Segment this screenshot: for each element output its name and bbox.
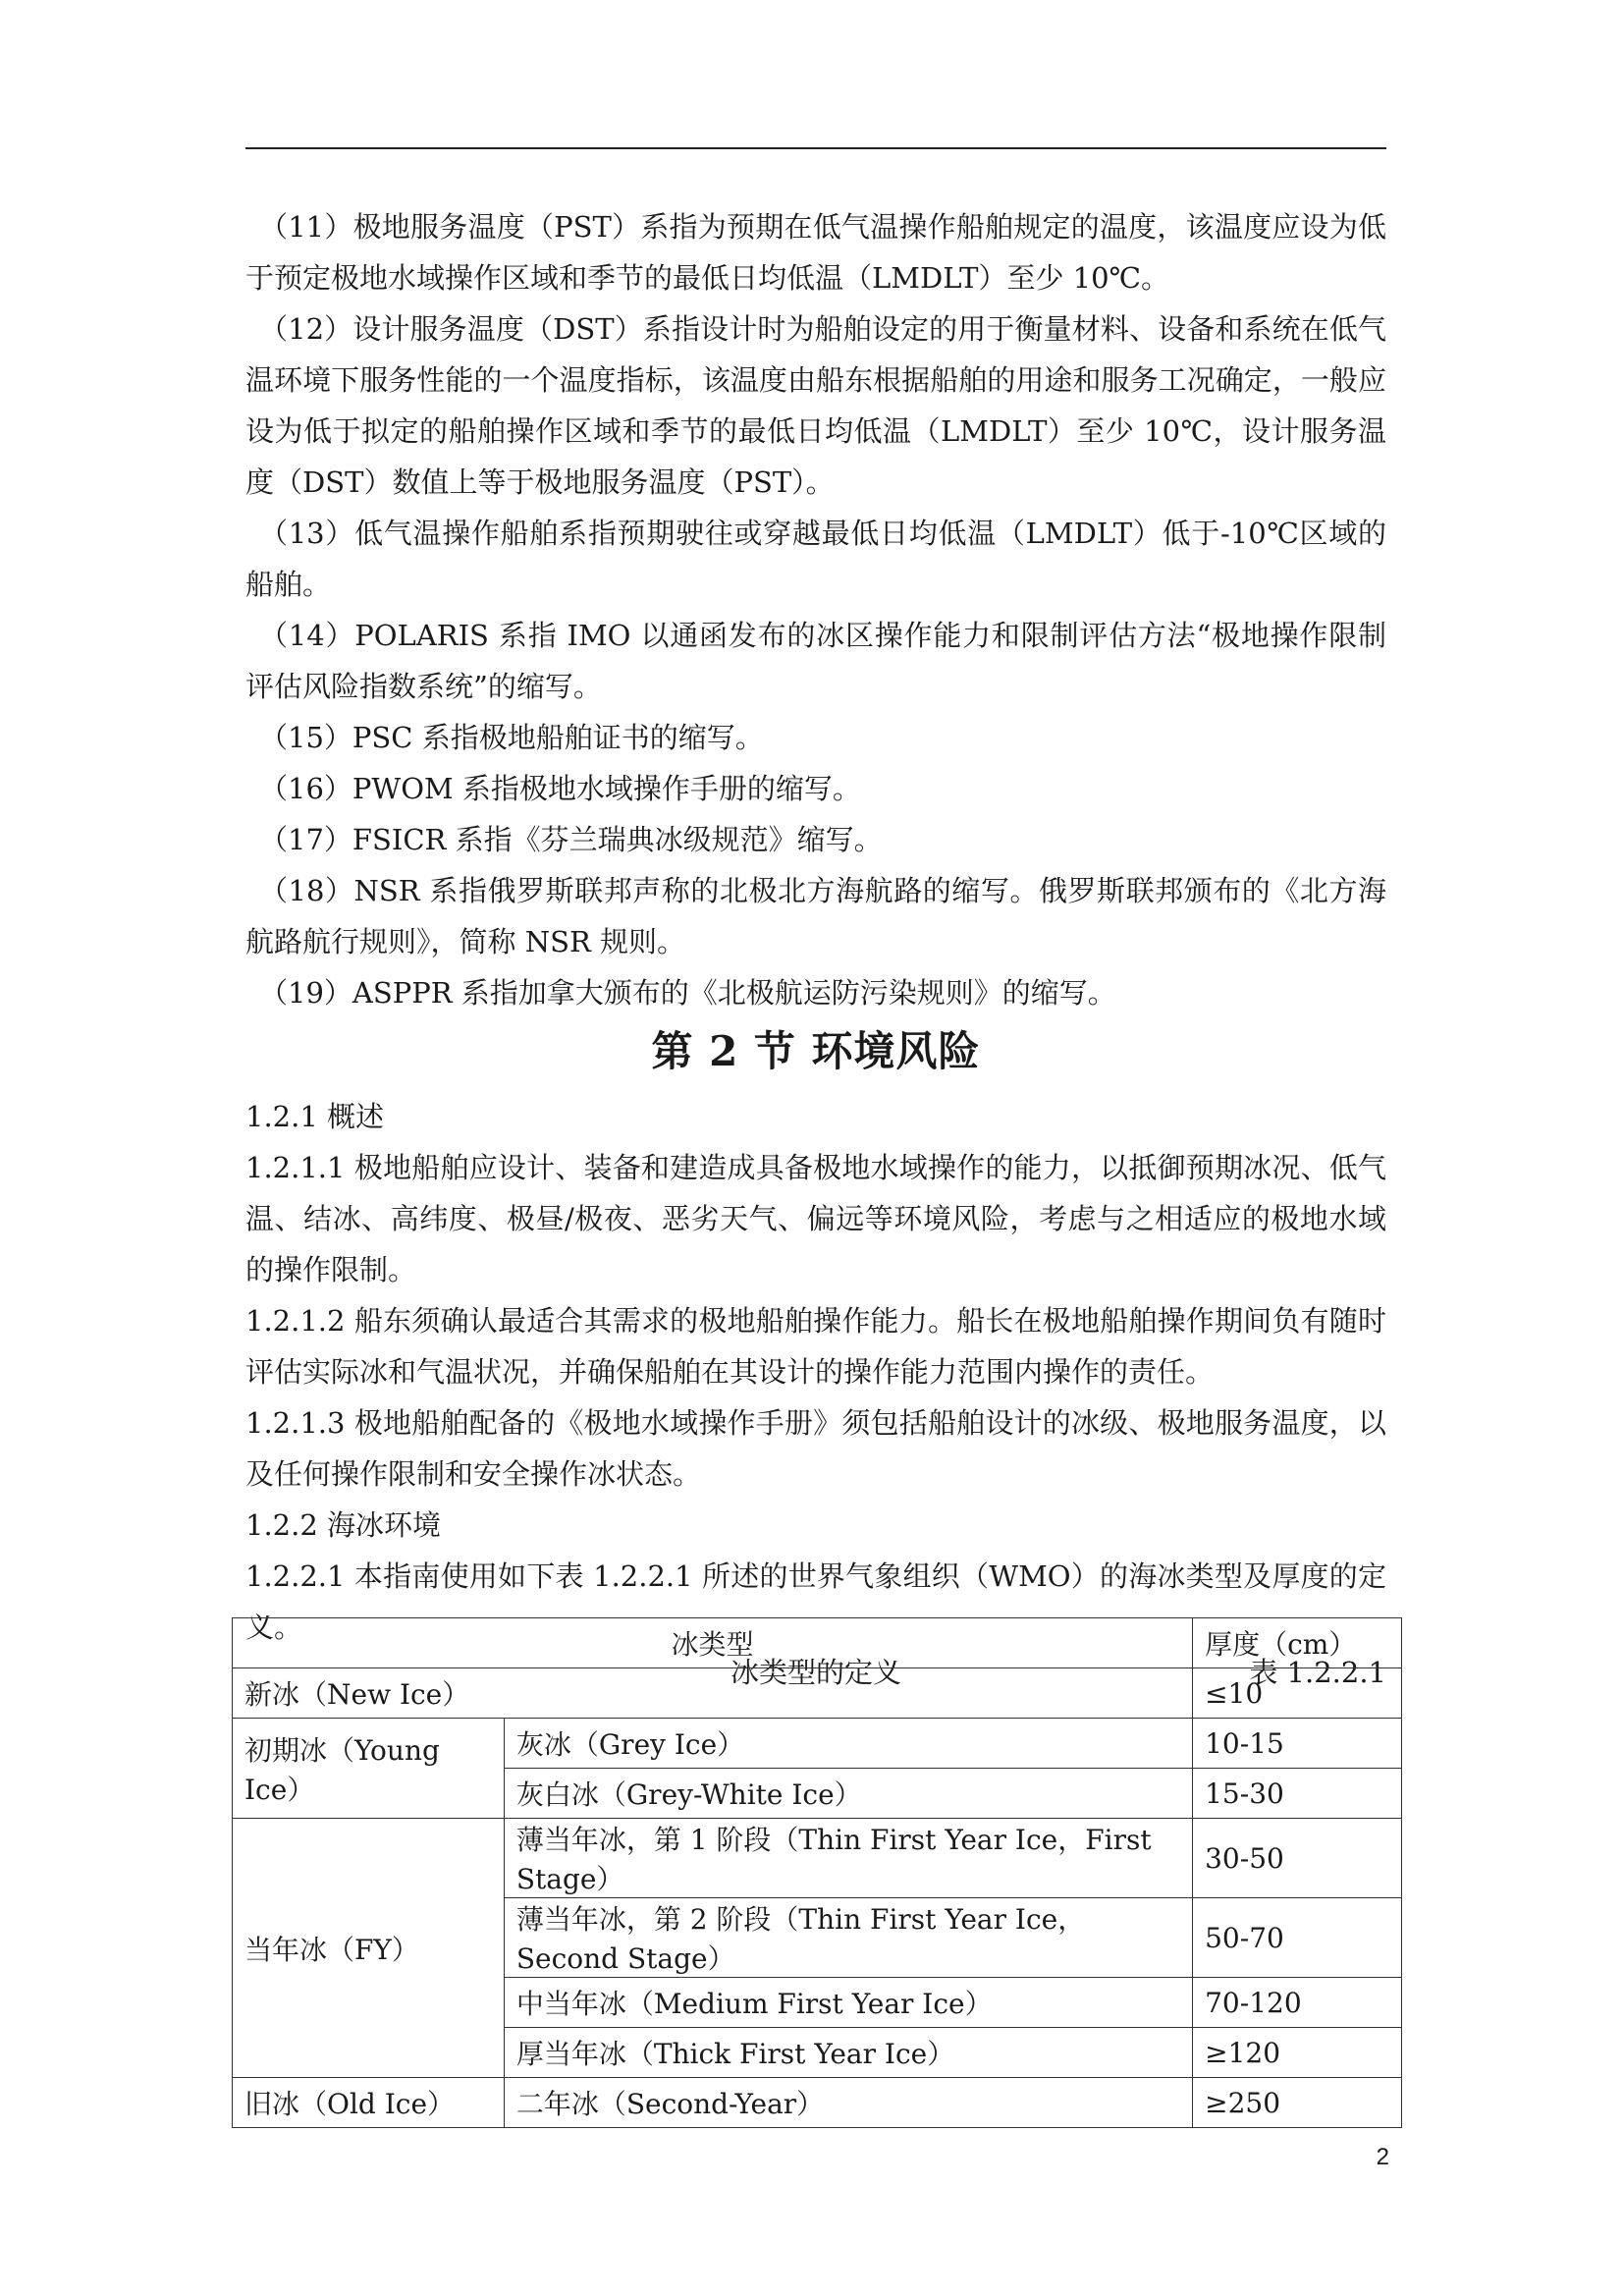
definition-14: （14）POLARIS 系指 IMO 以通函发布的冰区操作能力和限制评估方法“极地操作限制评估风险指数系统”的缩写。 bbox=[245, 619, 1386, 703]
ice-type-table bbox=[232, 1617, 1402, 2128]
cell-thickness: ≥250 bbox=[1193, 2078, 1402, 2128]
cell-type: 新冰（New Ice） bbox=[233, 1668, 1193, 1719]
definition-12: （12）设计服务温度（DST）系指设计时为船舶设定的用于衡量材料、设备和系统在低气温环境下服务性能的一个温度指标，该温度由船东根据船舶的用途和服务工况确定，一般应设为低于拟定的船舶操作区域和季节的最低日均低温（LMDLT）至少 10℃，设计服务温度（DST）数值上等于极地服务温度（PST）。 bbox=[245, 312, 1386, 499]
cell-group: 旧冰（Old Ice） bbox=[233, 2078, 505, 2128]
table-row bbox=[233, 2078, 1402, 2128]
header-rule bbox=[245, 147, 1386, 149]
cell-thickness: ≤10 bbox=[1193, 1668, 1402, 1719]
cell-thickness: 15-30 bbox=[1193, 1769, 1402, 1819]
heading-1-2-2: 1.2.2 海冰环境 bbox=[245, 1508, 442, 1542]
table-row bbox=[233, 1668, 1402, 1719]
cell-thickness: 50-70 bbox=[1193, 1898, 1402, 1978]
definition-16: （16）PWOM 系指极地水域操作手册的缩写。 bbox=[259, 772, 861, 805]
cell-group: 初期冰（Young Ice） bbox=[233, 1719, 505, 1819]
definition-19: （19）ASPPR 系指加拿大颁布的《北极航运防污染规则》的缩写。 bbox=[259, 976, 1116, 1010]
heading-1-2-1: 1.2.1 概述 bbox=[245, 1100, 385, 1133]
table-row bbox=[233, 1819, 1402, 1898]
cell-type: 中当年冰（Medium First Year Ice） bbox=[504, 1978, 1192, 2028]
table-number: 表 1.2.2.1 bbox=[1249, 1656, 1386, 1689]
clause-1-2-1-2: 1.2.1.2 船东须确认最适合其需求的极地船舶操作能力。船长在极地船舶操作期间负有随时评估实际冰和气温状况，并确保船舶在其设计的操作能力范围内操作的责任。 bbox=[245, 1304, 1386, 1389]
cell-thickness: 70-120 bbox=[1193, 1978, 1402, 2028]
definition-18: （18）NSR 系指俄罗斯联邦声称的北极北方海航路的缩写。俄罗斯联邦颁布的《北方海航路航行规则》，简称 NSR 规则。 bbox=[245, 874, 1386, 958]
cell-type: 二年冰（Second-Year） bbox=[504, 2078, 1192, 2128]
clause-1-2-2-1: 1.2.2.1 本指南使用如下表 1.2.2.1 所述的世界气象组织（WMO）的海冰类型及厚度的定义。 bbox=[245, 1559, 1386, 1644]
cell-thickness: 10-15 bbox=[1193, 1719, 1402, 1769]
definition-11: （11）极地服务温度（PST）系指为预期在低气温操作船舶规定的温度，该温度应设为低于预定极地水域操作区域和季节的最低日均低温（LMDLT）至少 10℃。 bbox=[245, 210, 1386, 295]
section-title: 第 2 节 环境风险 bbox=[651, 1027, 981, 1075]
cell-thickness: ≥120 bbox=[1193, 2028, 1402, 2078]
clause-1-2-1-3: 1.2.1.3 极地船舶配备的《极地水域操作手册》须包括船舶设计的冰级、极地服务温度，以及任何操作限制和安全操作冰状态。 bbox=[245, 1406, 1386, 1491]
cell-group: 当年冰（FY） bbox=[233, 1819, 505, 2078]
table-caption-title: 冰类型的定义 bbox=[730, 1656, 901, 1689]
page-number: 2 bbox=[1376, 2144, 1389, 2170]
definition-17: （17）FSICR 系指《芬兰瑞典冰级规范》缩写。 bbox=[259, 823, 883, 856]
definition-13: （13）低气温操作船舶系指预期驶往或穿越最低日均低温（LMDLT）低于-10℃区域的船舶。 bbox=[245, 517, 1386, 601]
cell-type: 灰白冰（Grey-White Ice） bbox=[504, 1769, 1192, 1819]
cell-type: 薄当年冰，第 2 阶段（Thin First Year Ice，Second Stage） bbox=[504, 1898, 1192, 1978]
cell-type: 薄当年冰，第 1 阶段（Thin First Year Ice，First Stage） bbox=[504, 1819, 1192, 1898]
cell-thickness: 30-50 bbox=[1193, 1819, 1402, 1898]
header-thickness: 厚度（cm） bbox=[1193, 1618, 1402, 1668]
cell-type: 厚当年冰（Thick First Year Ice） bbox=[504, 2028, 1192, 2078]
table-row bbox=[233, 1719, 1402, 1769]
table-header-row bbox=[233, 1618, 1402, 1668]
definition-15: （15）PSC 系指极地船舶证书的缩写。 bbox=[259, 721, 764, 754]
cell-type: 灰冰（Grey Ice） bbox=[504, 1719, 1192, 1769]
page-content bbox=[245, 201, 1386, 1692]
header-ice-type: 冰类型 bbox=[233, 1618, 1193, 1668]
clause-1-2-1-1: 1.2.1.1 极地船舶应设计、装备和建造成具备极地水域操作的能力，以抵御预期冰况、低气温、结冰、高纬度、极昼/极夜、恶劣天气、偏远等环境风险，考虑与之相适应的极地水域的操作限制。 bbox=[245, 1151, 1386, 1286]
